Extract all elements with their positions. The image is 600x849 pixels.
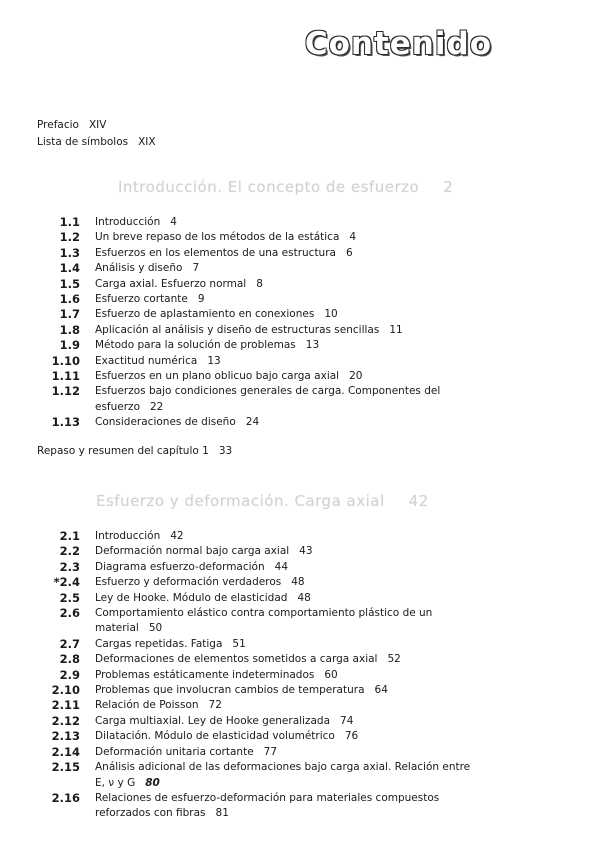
toc-entry <box>0 745 600 760</box>
entry-title: Dilatación. Módulo de elasticidad volumétrico <box>95 730 335 743</box>
front-matter-page: XIV <box>88 119 107 131</box>
entry-text-wrap <box>95 591 473 606</box>
entry-page: 44 <box>274 560 289 573</box>
entry-title: Análisis adicional de las deformaciones bajo carga axial. Relación entre E, ν y G <box>95 761 471 789</box>
page-title: Contenido <box>304 26 492 62</box>
entry-title: Introducción <box>95 530 161 542</box>
toc-entry <box>0 261 600 276</box>
entry-number: 2.7 <box>59 636 80 651</box>
toc-entry <box>0 307 600 322</box>
entry-number: 1.12 <box>51 384 80 399</box>
entry-title: Comportamiento elástico contra comportamiento plástico de un material <box>95 607 433 635</box>
entry-title: Problemas que involucran cambios de temperatura <box>95 684 365 697</box>
toc-entry <box>0 560 600 575</box>
entry-page: 48 <box>291 576 305 589</box>
entry-number: 1.9 <box>59 338 80 353</box>
entry-number: *2.4 <box>53 575 80 590</box>
entry-text-wrap <box>95 560 473 575</box>
front-matter-label: Prefacio <box>37 119 79 131</box>
entry-page: 60 <box>324 668 338 681</box>
entry-title: Un breve repaso de los métodos de la estática <box>95 231 340 244</box>
entry-title: Diagrama esfuerzo-deformación <box>95 560 265 573</box>
toc-entry <box>0 652 600 667</box>
entry-text-wrap <box>95 544 473 559</box>
toc-entry <box>0 729 600 744</box>
entry-page: 64 <box>374 684 388 697</box>
entry-page: 43 <box>299 545 313 558</box>
entry-number: 1.11 <box>51 369 80 384</box>
entry-text-wrap <box>95 338 473 353</box>
toc-entry <box>0 338 600 353</box>
entry-title: Esfuerzo y deformación verdaderos <box>95 576 282 589</box>
entry-text-wrap <box>95 307 473 322</box>
toc-entry <box>0 606 600 637</box>
front-matter-item <box>37 134 156 151</box>
toc-entry <box>0 384 600 415</box>
entry-title: Esfuerzo de aplastamiento en conexiones <box>95 308 315 321</box>
entry-text-wrap <box>95 791 473 822</box>
entry-page: 72 <box>208 699 222 712</box>
entry-number: 1.1 <box>59 215 80 229</box>
entry-number: 1.3 <box>59 245 80 260</box>
chapter-1-entries <box>0 215 600 431</box>
entry-title: Cargas repetidas. Fatiga <box>95 637 223 650</box>
toc-entry <box>0 215 600 230</box>
toc-entry <box>0 714 600 729</box>
entry-number: 2.14 <box>51 744 80 759</box>
entry-text-wrap <box>95 760 473 791</box>
entry-title: Esfuerzo cortante <box>95 293 188 306</box>
toc-entry <box>0 277 600 292</box>
entry-number: 2.2 <box>59 544 80 559</box>
front-matter-label: Lista de símbolos <box>37 136 129 148</box>
entry-page: 6 <box>345 246 353 259</box>
chapter-summary <box>37 443 232 459</box>
entry-page: 80 <box>145 776 160 789</box>
toc-entry <box>0 292 600 307</box>
entry-text-wrap <box>95 606 473 637</box>
toc-entry <box>0 369 600 384</box>
entry-page: 9 <box>197 293 205 306</box>
entry-title: Deformaciones de elementos sometidos a carga axial <box>95 653 378 666</box>
toc-entry <box>0 668 600 683</box>
entry-page: 4 <box>349 231 357 244</box>
entry-title: Ley de Hooke. Módulo de elasticidad <box>95 591 288 604</box>
toc-entry <box>0 246 600 261</box>
entry-page: 13 <box>305 339 320 352</box>
entry-title: Introducción <box>95 216 161 228</box>
entry-title: Relación de Poisson <box>95 699 199 712</box>
entry-text-wrap <box>95 698 473 713</box>
entry-title: Deformación unitaria cortante <box>95 745 254 758</box>
entry-title: Deformación normal bajo carga axial <box>95 545 290 558</box>
entry-text-wrap <box>95 714 473 729</box>
entry-page: 4 <box>170 216 177 228</box>
entry-number: 1.8 <box>59 322 80 337</box>
summary-page: 33 <box>218 445 233 457</box>
entry-number: 2.13 <box>51 729 80 744</box>
toc-entry <box>0 230 600 245</box>
entry-title: Problemas estáticamente indeterminados <box>95 668 315 681</box>
toc-entry <box>0 637 600 652</box>
toc-entry <box>0 698 600 713</box>
entry-page: 81 <box>215 807 229 820</box>
entry-number: 1.10 <box>51 353 80 368</box>
entry-text-wrap <box>95 246 473 261</box>
entry-page: 42 <box>170 530 184 542</box>
entry-text-wrap <box>95 668 473 683</box>
chapter-2-entries <box>0 529 600 822</box>
entry-number: 2.1 <box>59 529 80 543</box>
entry-text-wrap <box>95 230 473 245</box>
entry-number: 2.5 <box>59 590 80 605</box>
entry-number: 2.6 <box>59 606 80 621</box>
toc-entry <box>0 591 600 606</box>
toc-entry <box>0 323 600 338</box>
entry-number: 2.16 <box>51 790 80 805</box>
toc-entry <box>0 683 600 698</box>
toc-entry <box>0 791 600 822</box>
chapter-heading-page: 2 <box>443 178 454 196</box>
entry-number: 1.4 <box>59 261 80 276</box>
entry-text-wrap <box>95 277 473 292</box>
entry-title: Carga axial. Esfuerzo normal <box>95 277 247 290</box>
entry-title: Esfuerzos en los elementos de una estructura <box>95 246 336 259</box>
entry-title: Aplicación al análisis y diseño de estructuras sencillas <box>95 323 380 336</box>
entry-text-wrap <box>95 745 473 760</box>
entry-page: 74 <box>340 714 354 727</box>
entry-page: 13 <box>207 354 221 367</box>
chapter-heading-page: 42 <box>408 492 429 510</box>
entry-page: 20 <box>349 370 363 383</box>
entry-number: 1.13 <box>51 415 80 430</box>
entry-page: 76 <box>344 730 359 743</box>
entry-text-wrap <box>95 323 473 338</box>
entry-number: 2.3 <box>59 559 80 574</box>
entry-page: 10 <box>324 308 338 321</box>
toc-entry <box>0 354 600 369</box>
entry-title: Análisis y diseño <box>95 262 183 275</box>
entry-number: 2.9 <box>59 667 80 682</box>
chapter-1-heading <box>118 178 453 196</box>
entry-number: 2.15 <box>51 760 80 775</box>
entry-number: 1.2 <box>59 230 80 245</box>
toc-entry <box>0 760 600 791</box>
entry-number: 2.8 <box>59 652 80 667</box>
entry-number: 2.11 <box>51 698 80 713</box>
toc-entry <box>0 544 600 559</box>
entry-number: 1.5 <box>59 276 80 291</box>
entry-page: 52 <box>387 653 401 666</box>
entry-title: Relaciones de esfuerzo-deformación para materiales compuestos reforzados con fibras <box>95 791 440 820</box>
entry-page: 22 <box>150 400 164 413</box>
entry-page: 51 <box>232 637 246 650</box>
entry-number: 1.6 <box>59 292 80 307</box>
entry-title: Esfuerzos bajo condiciones generales de carga. Componentes del esfuerzo <box>95 385 441 413</box>
toc-entry <box>0 529 600 544</box>
entry-text-wrap <box>95 369 473 384</box>
entry-title: Consideraciones de diseño <box>95 416 236 429</box>
toc-entry <box>0 415 600 430</box>
entry-title: Carga multiaxial. Ley de Hooke generalizada <box>95 714 331 727</box>
entry-text-wrap <box>95 215 473 230</box>
entry-title: Exactitud numérica <box>95 354 198 367</box>
entry-text-wrap <box>95 354 473 369</box>
entry-number: 2.12 <box>51 713 80 728</box>
entry-text-wrap <box>95 637 473 652</box>
front-matter-page: XIX <box>138 136 156 148</box>
front-matter-item <box>37 117 156 134</box>
entry-page: 24 <box>245 416 260 429</box>
entry-title: Método para la solución de problemas <box>95 339 296 352</box>
entry-text-wrap <box>95 292 473 307</box>
entry-page: 7 <box>192 262 200 275</box>
entry-page: 11 <box>389 323 403 336</box>
entry-number: 2.10 <box>51 683 80 698</box>
entry-text-wrap <box>95 729 473 744</box>
entry-page: 8 <box>256 277 263 290</box>
entry-title: Esfuerzos en un plano oblicuo bajo carga axial <box>95 370 340 383</box>
chapter-heading-title: Esfuerzo y deformación. Carga axial <box>96 492 385 510</box>
summary-label: Repaso y resumen del capítulo 1 <box>37 445 209 457</box>
front-matter <box>37 117 156 151</box>
entry-page: 77 <box>263 745 278 758</box>
entry-text-wrap <box>95 529 473 544</box>
entry-page: 48 <box>297 591 311 604</box>
entry-page: 50 <box>148 622 163 635</box>
entry-text-wrap <box>95 384 473 415</box>
entry-text-wrap <box>95 652 473 667</box>
toc-entry <box>0 575 600 590</box>
entry-text-wrap <box>95 683 473 698</box>
entry-number: 1.7 <box>59 307 80 322</box>
chapter-2-heading <box>96 492 429 510</box>
entry-text-wrap <box>95 261 473 276</box>
entry-text-wrap <box>95 415 473 430</box>
chapter-heading-title: Introducción. El concepto de esfuerzo <box>118 178 420 196</box>
entry-text-wrap <box>95 575 473 590</box>
